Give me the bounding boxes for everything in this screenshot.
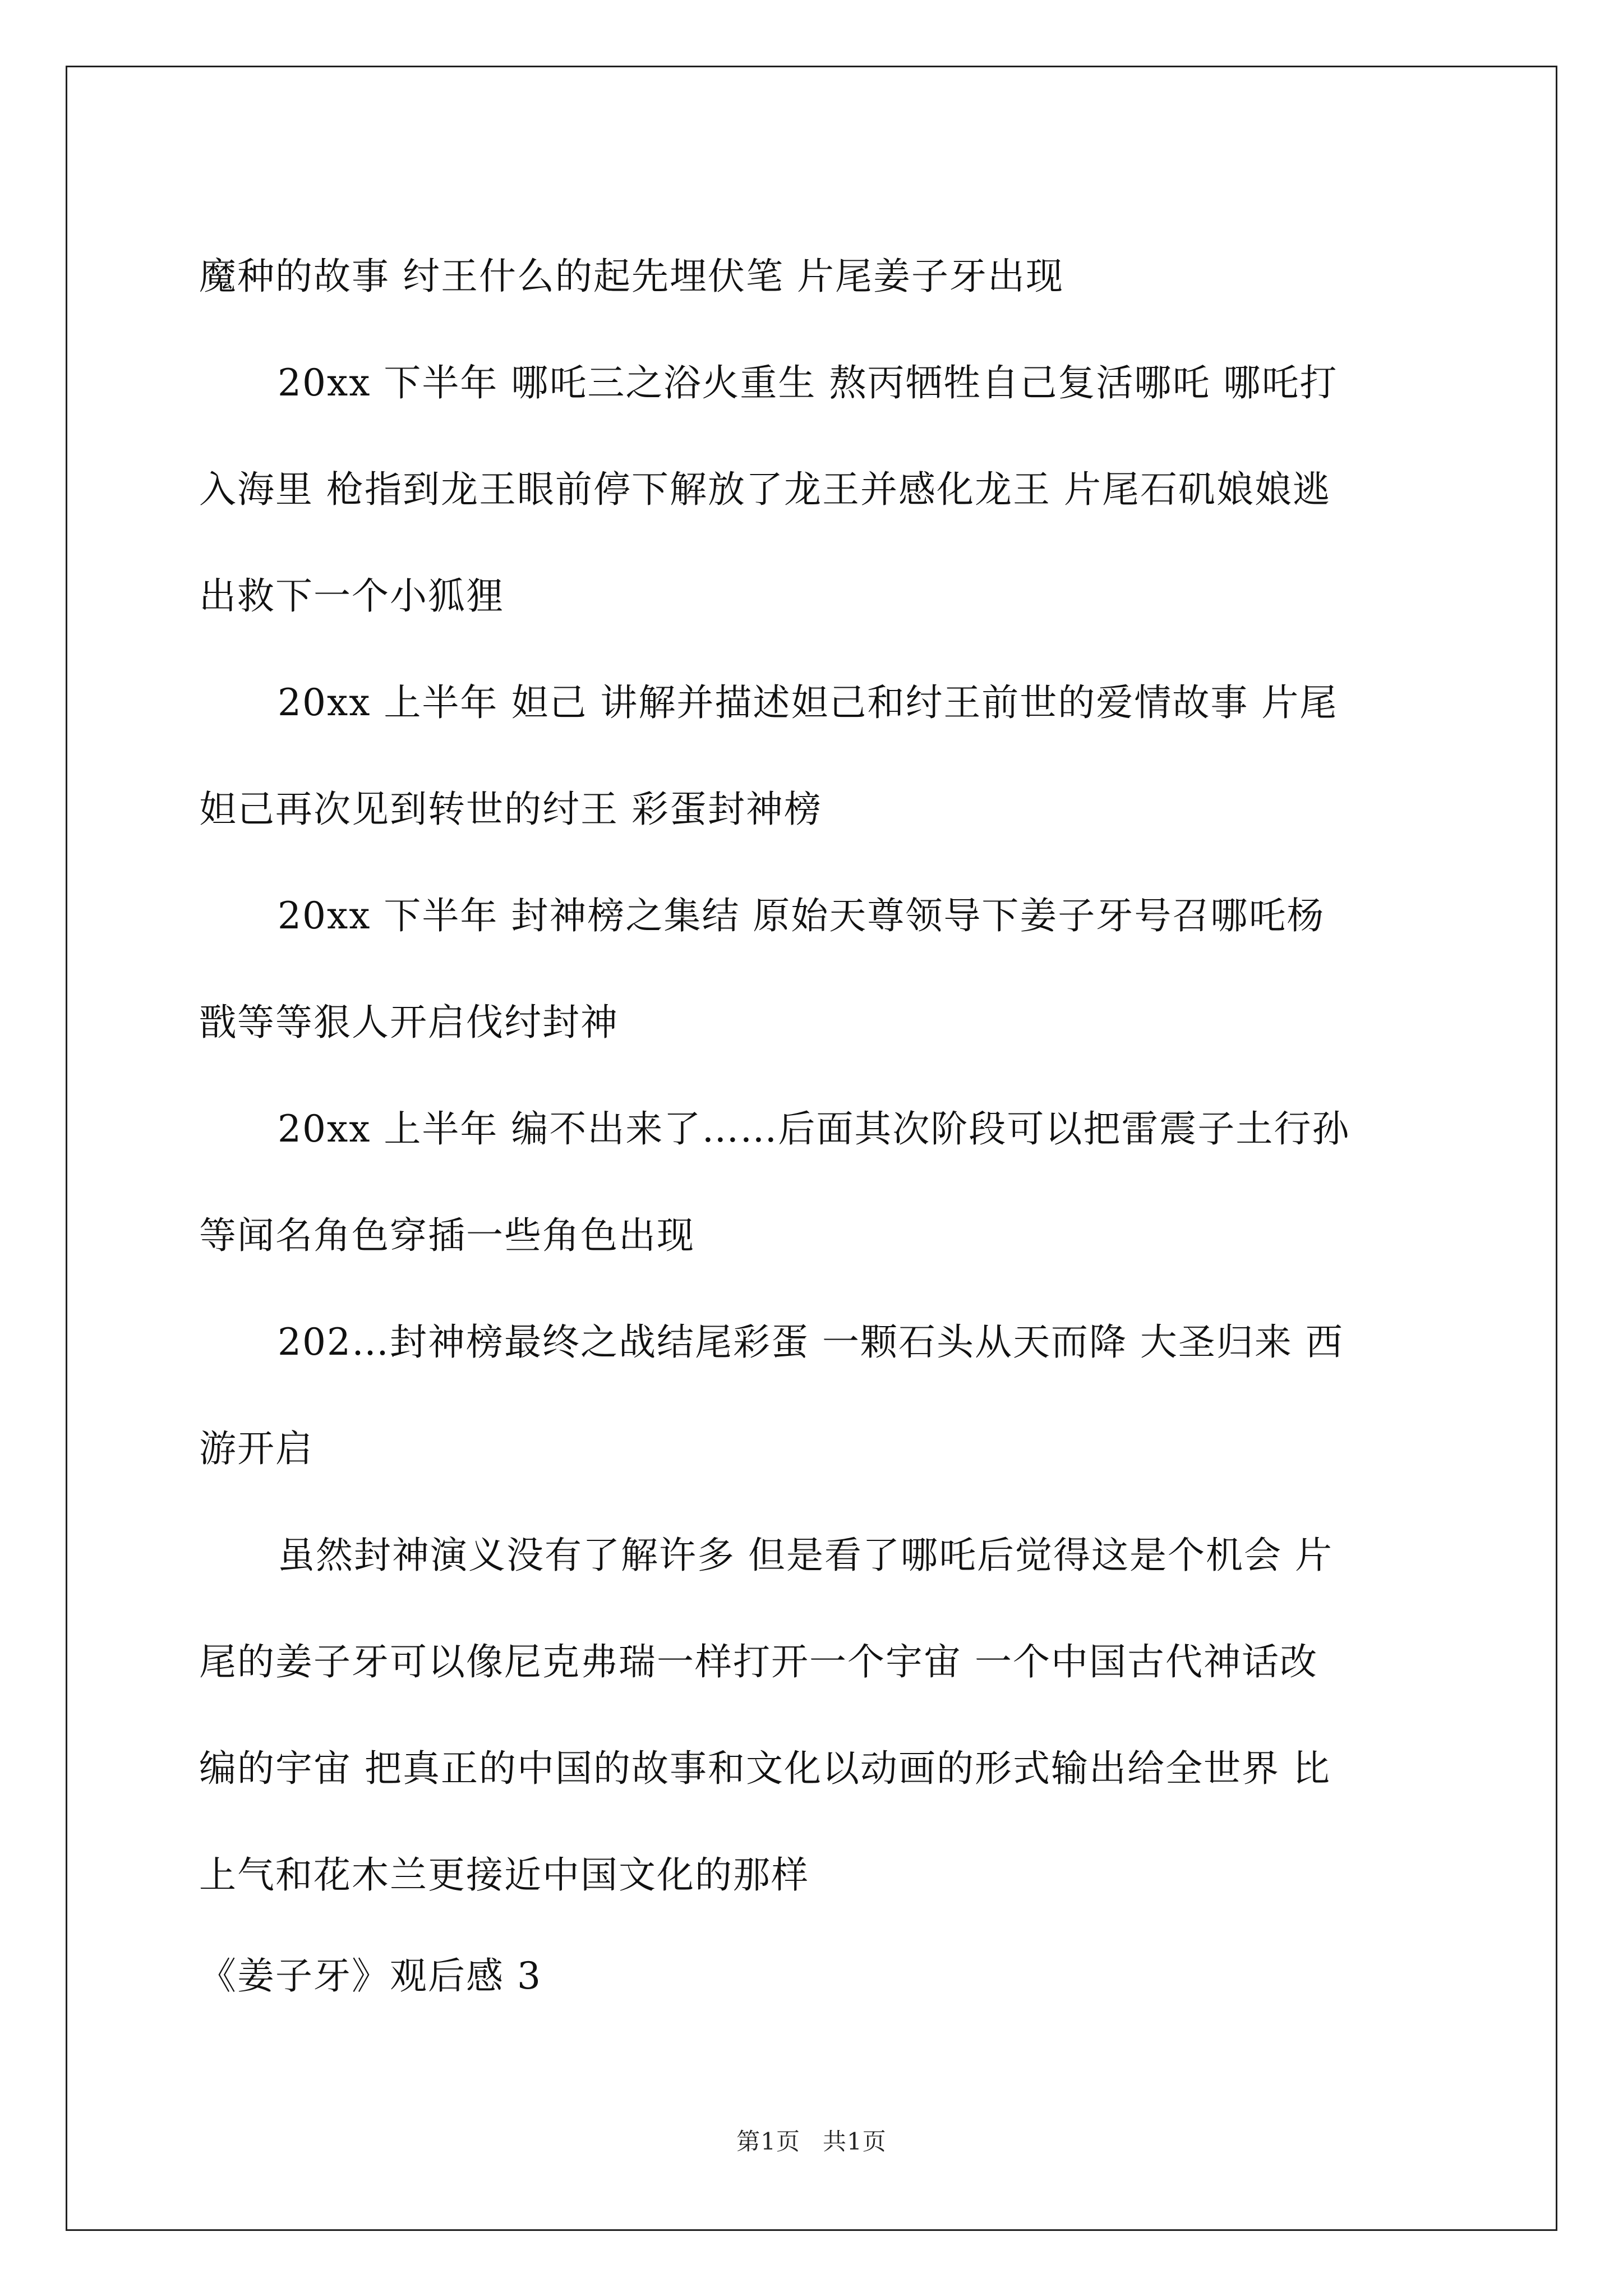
page-footer [0,2123,1623,2157]
text-line: 出救下一个小狐狸 [199,574,504,618]
paragraph-intro [199,223,1427,330]
paragraph-nezha-3 [199,330,1427,650]
paragraph-fengshen-assembly [199,863,1427,1076]
page-total: 共1页 [823,2128,887,2155]
text-line: 20xx 下半年 封神榜之集结 原始天尊领导下姜子牙号召哪吒杨 [278,894,1325,937]
text-line: 编的宇宙 把真正的中国的故事和文化以动画的形式输出给全世界 比 [199,1747,1331,1790]
paragraph-final-battle [199,1289,1427,1502]
paragraph-later-stage [199,1076,1427,1289]
text-line: 游开启 [199,1427,313,1470]
text-line: 20xx 下半年 哪吒三之浴火重生 熬丙牺牲自己复活哪吒 哪吒打 [278,361,1338,404]
text-line: 20xx 上半年 妲己 讲解并描述妲己和纣王前世的爱情故事 片尾 [278,681,1338,724]
text-line: 虽然封神演义没有了解许多 但是看了哪吒后觉得这是个机会 片 [278,1534,1333,1577]
paragraph-conclusion [199,1502,1427,1929]
page-number: 第1页 [736,2128,800,2155]
text-line: 妲己再次见到转世的纣王 彩蛋封神榜 [199,788,822,831]
text-line: 入海里 枪指到龙王眼前停下解放了龙王并感化龙王 片尾石矶娘娘逃 [199,468,1331,511]
text-line: 20xx 上半年 编不出来了……后面其次阶段可以把雷震子土行孙 [278,1107,1350,1151]
paragraph-daji [199,650,1427,863]
text-line: 魔种的故事 纣王什么的起先埋伏笔 片尾姜子牙出现 [199,255,1064,298]
section-heading: 《姜子牙》观后感 3 [199,1954,542,1998]
text-line: 戬等等狠人开启伐纣封神 [199,1001,619,1044]
text-line: 202…封神榜最终之战结尾彩蛋 一颗石头从天而降 大圣归来 西 [278,1320,1344,1364]
document-body [199,223,1427,2018]
text-line: 尾的姜子牙可以像尼克弗瑞一样打开一个宇宙 一个中国古代神话改 [199,1640,1318,1683]
text-line: 等闻名角色穿插一些角色出现 [199,1214,695,1257]
text-line: 上气和花木兰更接近中国文化的那样 [199,1853,809,1897]
